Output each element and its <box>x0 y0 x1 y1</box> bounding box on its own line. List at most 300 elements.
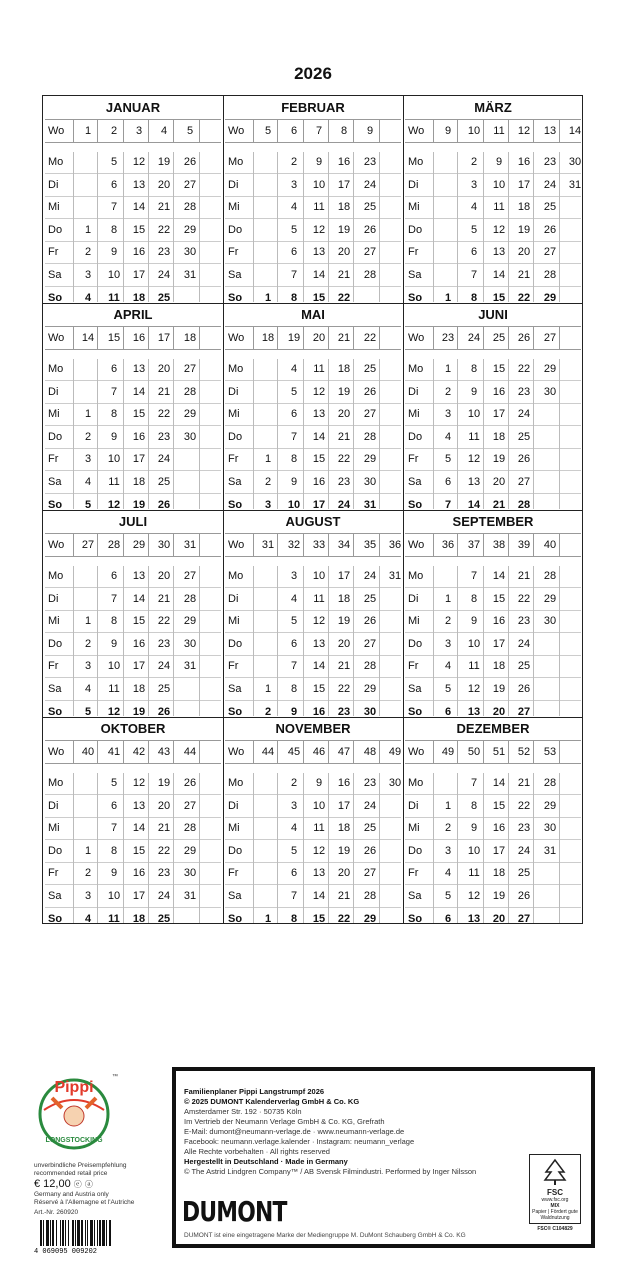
weekday-label: Mo <box>48 156 64 168</box>
week-number: 36 <box>441 539 455 551</box>
weekday-label: Mo <box>48 570 64 582</box>
weekday-label: Mo <box>228 777 244 789</box>
day-number: 24 <box>363 799 377 812</box>
day-number <box>563 472 587 492</box>
day-number: 12 <box>107 705 121 718</box>
week-number: 9 <box>444 125 452 137</box>
day-number: 16 <box>132 867 146 880</box>
month-grid <box>405 326 581 510</box>
column-rule <box>148 566 149 716</box>
day-number: 18 <box>337 201 351 214</box>
month-name: APRIL <box>113 307 153 322</box>
day-number: 6 <box>290 637 298 650</box>
weekday-label: Sa <box>408 683 422 695</box>
day-number: 12 <box>467 890 481 902</box>
day-number: 25 <box>543 201 557 214</box>
day-number: 20 <box>492 912 506 925</box>
column-rule <box>277 152 278 302</box>
day-number: 21 <box>157 385 171 398</box>
day-number: 14 <box>132 201 146 214</box>
weekday-label: Fr <box>408 867 419 880</box>
column-rule <box>173 152 174 302</box>
day-number: 28 <box>543 269 557 281</box>
weekday-label: Fr <box>408 453 419 466</box>
week-number: 42 <box>132 746 146 758</box>
weekday-label: Mi <box>408 822 420 835</box>
barcode-bar <box>68 1220 69 1246</box>
column-rule <box>328 359 329 509</box>
column-rule <box>379 773 380 923</box>
day-number: 30 <box>543 615 557 628</box>
day-number: 2 <box>444 385 452 398</box>
column-rule <box>457 359 458 509</box>
day-number: 23 <box>157 637 171 650</box>
copyright: © 2025 DUMONT Kalenderverlag GmbH & Co. KG <box>184 1097 360 1106</box>
week-number: 31 <box>261 539 275 551</box>
day-number: 31 <box>183 660 197 673</box>
day-number: 26 <box>157 498 171 511</box>
week-number: 3 <box>135 125 143 137</box>
column-rule <box>73 773 74 923</box>
day-number: 21 <box>157 201 171 214</box>
day-number: 18 <box>337 363 351 375</box>
weekday-label: Di <box>228 592 239 605</box>
weekday-label: Mi <box>48 408 60 421</box>
weekday-label: Do <box>408 844 423 857</box>
day-number: 29 <box>363 912 377 925</box>
day-number: 4 <box>84 912 92 925</box>
week-label: Wo <box>228 539 245 551</box>
week-label: Wo <box>408 125 425 137</box>
weekday-label: Sa <box>228 476 242 488</box>
day-number: 12 <box>132 777 146 789</box>
month-block <box>43 96 223 303</box>
day-number: 8 <box>110 615 118 628</box>
week-number: 19 <box>287 332 301 344</box>
weekday-label: Fr <box>228 867 239 880</box>
day-number: 11 <box>468 867 480 880</box>
ebook-icon: ⓔ <box>73 1180 82 1189</box>
day-number: 21 <box>517 269 531 281</box>
day-number: 27 <box>363 408 377 421</box>
column-rule <box>533 773 534 923</box>
day-number: 7 <box>290 430 298 443</box>
week-number: 5 <box>186 125 194 137</box>
day-number: 5 <box>110 156 118 168</box>
day-number: 13 <box>312 246 326 259</box>
barcode-bar <box>60 1220 61 1246</box>
weekday-label: Mo <box>408 156 424 168</box>
column-rule <box>353 773 354 923</box>
day-number: 29 <box>543 799 557 812</box>
week-number: 50 <box>467 746 481 758</box>
day-number: 22 <box>337 683 351 695</box>
day-number: 31 <box>543 844 557 857</box>
weekday-label: Mi <box>228 822 240 835</box>
day-number: 29 <box>363 683 377 695</box>
day-number: 6 <box>444 476 452 488</box>
day-number: 27 <box>517 476 531 488</box>
column-rule <box>508 359 509 509</box>
day-number: 25 <box>363 363 377 375</box>
week-number: 29 <box>132 539 146 551</box>
day-number: 30 <box>363 476 377 488</box>
day-number: 2 <box>290 156 298 168</box>
day-number: 17 <box>492 637 506 650</box>
column-rule <box>483 566 484 716</box>
week-number: 48 <box>363 746 377 758</box>
day-number: 26 <box>157 705 171 718</box>
day-number: 17 <box>492 408 506 421</box>
column-rule <box>483 773 484 923</box>
month-block <box>43 303 223 510</box>
column-rule <box>173 359 174 509</box>
day-number: 6 <box>290 867 298 880</box>
month-grid <box>405 119 581 303</box>
day-number <box>563 634 587 654</box>
month-name: SEPTEMBER <box>452 514 534 529</box>
day-number: 15 <box>492 363 506 375</box>
month-block <box>223 303 403 510</box>
day-number: 16 <box>337 777 351 789</box>
column-rule <box>253 359 254 509</box>
weekday-label: Sa <box>48 683 62 695</box>
day-number: 7 <box>110 385 118 398</box>
day-number: 7 <box>110 592 118 605</box>
weekday-label: So <box>48 912 63 925</box>
weekday-label: Mi <box>408 408 420 421</box>
day-number: 14 <box>492 570 506 582</box>
fsc-mix: MIX <box>550 1203 560 1209</box>
day-number: 5 <box>110 777 118 789</box>
day-number: 13 <box>312 408 326 421</box>
week-number: 25 <box>492 332 506 344</box>
day-number: 20 <box>337 246 351 259</box>
column-rule <box>328 773 329 923</box>
day-number <box>563 382 587 402</box>
day-number: 13 <box>467 912 481 925</box>
day-number: 7 <box>290 660 298 673</box>
day-number: 14 <box>312 430 326 443</box>
month-block <box>223 96 403 303</box>
dumont-logo: DUMONT <box>182 1195 287 1228</box>
day-number: 1 <box>84 844 92 857</box>
day-number: 7 <box>290 269 298 281</box>
day-number: 15 <box>132 408 146 421</box>
day-number <box>563 656 587 676</box>
day-number: 4 <box>84 291 92 304</box>
day-number: 2 <box>84 430 92 443</box>
day-number: 11 <box>108 476 120 488</box>
day-number: 23 <box>517 822 531 835</box>
day-number: 11 <box>108 683 120 695</box>
day-number: 8 <box>110 844 118 857</box>
weekday-label: Mi <box>408 201 420 214</box>
day-number: 19 <box>492 453 506 466</box>
day-number: 14 <box>132 385 146 398</box>
barcode-bar <box>52 1220 54 1246</box>
day-number: 15 <box>492 291 506 304</box>
day-number: 26 <box>517 890 531 902</box>
day-number: 1 <box>444 291 452 304</box>
day-number <box>563 427 587 447</box>
day-number: 6 <box>470 246 478 259</box>
column-rule <box>199 566 200 716</box>
day-number: 15 <box>312 453 326 466</box>
day-number: 7 <box>470 269 478 281</box>
day-number: 9 <box>290 705 298 718</box>
column-rule <box>328 152 329 302</box>
day-number: 27 <box>183 799 197 812</box>
day-number: 22 <box>337 291 351 304</box>
weekday-label: Mi <box>228 408 240 421</box>
day-number: 11 <box>108 291 120 304</box>
day-number: 18 <box>132 291 146 304</box>
column-rule <box>97 566 98 716</box>
day-number: 30 <box>543 385 557 398</box>
year-calendar-grid <box>42 95 583 924</box>
day-number: 31 <box>388 570 402 582</box>
day-number: 18 <box>337 592 351 605</box>
weekday-label: Mo <box>408 363 424 375</box>
day-number <box>563 359 587 379</box>
week-number: 32 <box>287 539 301 551</box>
column-rule <box>303 566 304 716</box>
column-rule <box>173 566 174 716</box>
day-number: 11 <box>313 822 325 835</box>
day-number: 8 <box>290 683 298 695</box>
fsc-badge <box>529 1154 581 1240</box>
column-rule <box>559 359 560 509</box>
weekday-label: So <box>408 291 423 304</box>
day-number: 5 <box>470 223 478 236</box>
day-number: 4 <box>444 660 452 673</box>
day-number: 28 <box>363 430 377 443</box>
day-number <box>563 841 587 861</box>
column-rule <box>199 152 200 302</box>
column-rule <box>73 152 74 302</box>
social: Facebook: neumann.verlage.kalender · Instagram: neumann_verlage <box>184 1137 415 1146</box>
day-number: 27 <box>183 570 197 582</box>
week-label: Wo <box>228 746 245 758</box>
imprint-box <box>172 1067 595 1248</box>
weekday-label: Di <box>408 178 419 191</box>
day-number <box>563 818 587 838</box>
day-number: 12 <box>467 453 481 466</box>
column-rule <box>148 152 149 302</box>
week-label: Wo <box>48 539 65 551</box>
day-number: 9 <box>470 615 478 628</box>
day-number: 28 <box>183 201 197 214</box>
day-number <box>563 265 587 285</box>
barcode-bar <box>109 1220 111 1246</box>
svg-text:Pippi: Pippi <box>54 1079 94 1096</box>
week-number: 47 <box>337 746 351 758</box>
week-number: 41 <box>107 746 121 758</box>
day-number: 18 <box>132 476 146 488</box>
weekday-label: Fr <box>48 660 59 673</box>
week-number: 51 <box>492 746 506 758</box>
barcode-bar <box>99 1220 101 1246</box>
month-name: JULI <box>118 514 148 529</box>
day-number: 11 <box>468 660 480 673</box>
address: Amsterdamer Str. 192 · 50735 Köln <box>184 1107 302 1116</box>
day-number: 24 <box>517 844 531 857</box>
weekday-label: Di <box>228 385 239 398</box>
weekday-label: Do <box>408 430 423 443</box>
weekday-label: Sa <box>48 269 62 281</box>
day-number: 19 <box>157 777 171 789</box>
day-number: 26 <box>363 223 377 236</box>
column-rule <box>173 773 174 923</box>
column-rule <box>253 773 254 923</box>
day-number: 2 <box>84 246 92 259</box>
day-number: 18 <box>132 683 146 695</box>
month-name: JANUAR <box>105 100 161 115</box>
week-number: 26 <box>517 332 531 344</box>
day-number: 18 <box>132 912 146 925</box>
week-number: 23 <box>441 332 455 344</box>
day-number: 20 <box>517 246 531 259</box>
day-number: 16 <box>492 822 506 835</box>
weekday-label: So <box>228 498 243 511</box>
day-number: 26 <box>517 683 531 695</box>
day-number: 21 <box>517 777 531 789</box>
day-number: 24 <box>157 660 171 673</box>
day-number: 21 <box>517 570 531 582</box>
column-rule <box>73 359 74 509</box>
weekday-label: Mo <box>408 777 424 789</box>
pippi-longstocking-logo <box>28 1066 120 1158</box>
day-number: 28 <box>183 385 197 398</box>
day-number: 3 <box>84 269 92 281</box>
day-number: 16 <box>492 615 506 628</box>
column-rule <box>148 359 149 509</box>
day-number <box>563 773 587 793</box>
column-rule <box>483 359 484 509</box>
day-number: 19 <box>132 498 146 511</box>
column-rule <box>433 773 434 923</box>
month-grid <box>45 326 221 510</box>
column-rule <box>353 152 354 302</box>
day-number: 24 <box>337 498 351 511</box>
column-rule <box>253 152 254 302</box>
week-number: 49 <box>441 746 455 758</box>
week-number: 27 <box>543 332 557 344</box>
fsc-label: FSC <box>547 1188 563 1197</box>
week-number: 43 <box>157 746 171 758</box>
day-number: 9 <box>110 867 118 880</box>
column-rule <box>457 566 458 716</box>
day-number: 20 <box>157 178 171 191</box>
column-rule <box>559 152 560 302</box>
weekday-label: Mo <box>408 570 424 582</box>
day-number: 8 <box>470 799 478 812</box>
barcode-bar <box>87 1220 88 1246</box>
column-rule <box>559 566 560 716</box>
day-number <box>563 611 587 631</box>
day-number: 28 <box>543 570 557 582</box>
week-number: 2 <box>110 125 118 137</box>
day-number: 4 <box>444 867 452 880</box>
day-number: 5 <box>444 683 452 695</box>
day-number: 29 <box>543 592 557 605</box>
barcode-bar <box>56 1220 57 1246</box>
barcode-bar <box>75 1220 76 1246</box>
day-number: 16 <box>312 705 326 718</box>
day-number: 13 <box>132 178 146 191</box>
day-number: 24 <box>543 178 557 191</box>
day-number: 10 <box>287 498 301 511</box>
day-number: 24 <box>517 408 531 421</box>
weekday-label: Di <box>408 385 419 398</box>
weekday-label: Sa <box>48 890 62 902</box>
day-number: 18 <box>492 867 506 880</box>
month-block <box>403 717 583 924</box>
distribution: Im Vertrieb der Neumann Verlage GmbH & Co. KG, Grefrath <box>184 1117 385 1126</box>
day-number: 7 <box>110 822 118 835</box>
day-number: 22 <box>157 844 171 857</box>
day-number: 8 <box>290 912 298 925</box>
weekday-label: Fr <box>48 453 59 466</box>
week-number: 52 <box>517 746 531 758</box>
day-number: 20 <box>157 363 171 375</box>
day-number: 8 <box>470 291 478 304</box>
month-name: MÄRZ <box>474 100 512 115</box>
day-number: 12 <box>312 844 326 857</box>
day-number: 11 <box>313 363 325 375</box>
week-number: 8 <box>340 125 348 137</box>
day-number: 10 <box>107 453 121 466</box>
day-number: 30 <box>363 705 377 718</box>
day-number: 26 <box>363 385 377 398</box>
day-number: 15 <box>492 799 506 812</box>
day-number: 13 <box>467 476 481 488</box>
day-number: 13 <box>492 246 506 259</box>
day-number: 30 <box>388 777 402 789</box>
day-number: 7 <box>290 890 298 902</box>
day-number: 16 <box>337 156 351 168</box>
day-number: 30 <box>543 822 557 835</box>
week-number: 14 <box>568 125 582 137</box>
day-number: 16 <box>132 246 146 259</box>
week-label: Wo <box>228 332 245 344</box>
barcode-bar <box>65 1220 66 1246</box>
day-number: 10 <box>312 178 326 191</box>
day-number: 9 <box>470 385 478 398</box>
day-number: 6 <box>290 408 298 421</box>
day-number: 13 <box>467 705 481 718</box>
day-number: 14 <box>492 269 506 281</box>
day-number: 21 <box>157 592 171 605</box>
day-number: 3 <box>290 570 298 582</box>
day-number: 21 <box>337 890 351 902</box>
day-number: 1 <box>444 592 452 605</box>
day-number: 23 <box>543 156 557 168</box>
day-number: 29 <box>183 223 197 236</box>
column-rule <box>508 152 509 302</box>
weekday-label: Do <box>228 637 243 650</box>
day-number: 11 <box>108 912 120 925</box>
day-number: 18 <box>517 201 531 214</box>
day-number: 1 <box>444 799 452 812</box>
trademark-note: DUMONT ist eine eingetragene Marke der Mediengruppe M. DuMont Schauberg GmbH & Co. KG <box>184 1232 466 1239</box>
day-number: 20 <box>157 799 171 812</box>
day-number: 22 <box>157 408 171 421</box>
day-number: 10 <box>492 178 506 191</box>
day-number: 25 <box>363 201 377 214</box>
day-number: 8 <box>110 223 118 236</box>
